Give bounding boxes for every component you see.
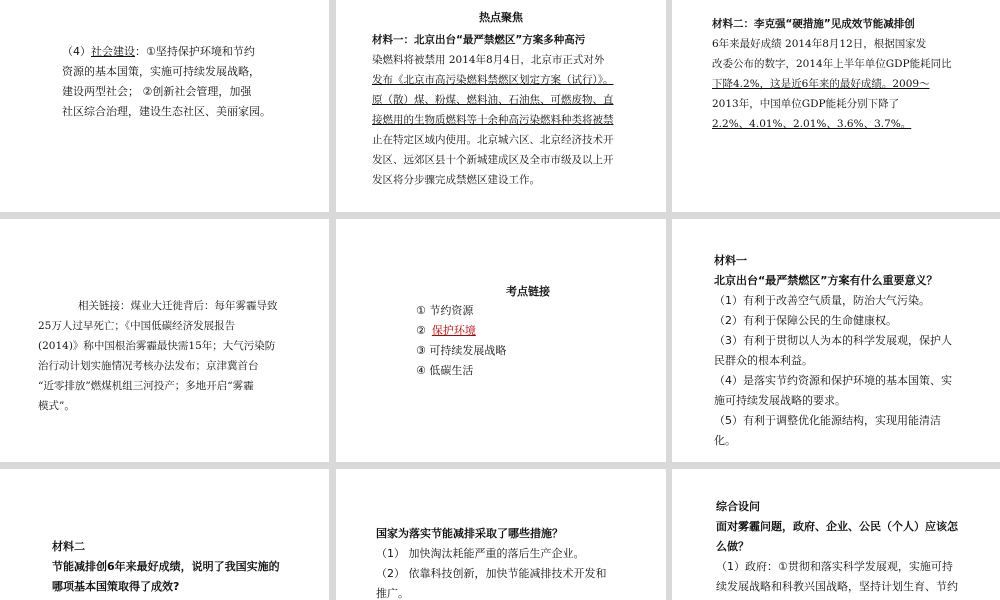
slide-5-list	[416, 301, 656, 381]
text-line: 节能减排创6年来最好成绩，说明了我国实施的	[52, 560, 280, 573]
text-line: （4）是落实节约资源和保护环境的基本国策、实	[714, 374, 952, 387]
slide-9-text	[716, 497, 998, 597]
question: 么做？	[716, 540, 749, 553]
text-line: 染燃料将被禁用 2014年8月4日，北京市正式对外	[372, 54, 605, 66]
text-line: （2） 依靠科技创新，加快节能减排技术开发和	[376, 567, 607, 580]
text-line: （1）有利于改善空气质量，防治大气污染。	[714, 294, 930, 307]
text-line: 接燃用的生物质燃料等十余种高污染燃料种类将被禁	[372, 114, 614, 126]
slide-1-text	[62, 42, 322, 122]
text-line: 模式”。	[38, 400, 75, 412]
text-line: 相关链接：煤业大迁徙背后：每年雾霾导致	[78, 300, 278, 312]
text-fragment: ：①坚持保护环境和节约	[135, 45, 255, 58]
text-line: 施可持续发展战略的要求。	[714, 394, 846, 407]
text-line: （3）有利于贯彻以人为本的科学发展观，保护人	[714, 334, 952, 347]
text-line: 发区将分步骤完成禁燃区建设工作。	[372, 174, 540, 186]
heading: 综合设问	[716, 500, 760, 513]
slide-9[interactable]	[672, 469, 1000, 600]
text-line: 续发展战略和科教兴国战略，坚持计划生育、节约	[716, 580, 958, 593]
text-line: 材料二：李克强“硬措施”见成效节能减排创	[712, 18, 915, 30]
text-line: 发区、远郊区县十个新城建成区及全市市级及以上开	[372, 154, 614, 166]
slide-4[interactable]	[0, 219, 329, 462]
slide-2-text	[372, 30, 662, 190]
text-line: (2014)》称中国根治雾霾最快需15年；大气污染防	[38, 340, 276, 352]
heading: 材料二	[52, 540, 85, 553]
text-line: 社区综合治理，建设生态社区、美丽家园。	[62, 105, 271, 118]
list-item: ④ 低碳生活	[416, 364, 474, 377]
slide-7-text	[52, 537, 322, 597]
slide-4-text	[38, 296, 323, 416]
question: 国家为落实节能减排采取了哪些措施？	[376, 527, 563, 540]
answer-blank: 保护环境	[431, 324, 476, 337]
text-line: （5）有利于调整优化能源结构，实现用能清洁	[714, 414, 941, 427]
text-line: 6年来最好成绩 2014年8月12日，根据国家发	[712, 38, 927, 50]
slide-3-text	[712, 14, 997, 134]
text-line: “近零排放”燃煤机组三河投产；多地开启“雾霾	[38, 380, 254, 392]
text-line: 资源的基本国策，实施可持续发展战略，	[62, 65, 260, 78]
text-line: （1） 加快淘汰耗能严重的落后生产企业。	[376, 547, 585, 560]
list-item: ③ 可持续发展战略	[416, 344, 507, 357]
text-line: 发布《北京市高污染燃料禁燃区划定方案（试行）》。	[372, 74, 614, 86]
text-line: （1）政府：①贯彻和落实科学发展观，实施可持	[716, 560, 953, 573]
slide-6-text	[714, 251, 996, 451]
slide-5[interactable]	[336, 219, 666, 462]
slide-7[interactable]	[0, 469, 329, 600]
text-line: 民群众的根本利益。	[714, 354, 813, 367]
text-line: 治行动计划实施情况考核办法发布；京津冀首台	[38, 360, 259, 372]
question: 北京出台“最严禁燃区”方案有什么重要意义？	[714, 274, 938, 287]
text-line: 材料一：北京出台“最严禁燃区”方案多种高污	[372, 34, 586, 46]
slide-3[interactable]	[672, 0, 1000, 212]
text-line: 2.2%、4.01%、2.01%、3.6%、3.7%。	[712, 118, 912, 130]
text-line: 改委公布的数字，2014年上半年单位GDP能耗同比	[712, 58, 952, 70]
list-marker: ②	[416, 324, 426, 337]
slide-8-text	[376, 524, 664, 600]
text-line: 下降4.2%，这是近6年来的最好成绩。2009～	[712, 78, 930, 90]
slide-2[interactable]	[336, 0, 666, 212]
text-line: 2013年，中国单位GDP能耗分别下降了	[712, 98, 900, 110]
text-line: （2）有利于保障公民的生命健康权。	[714, 314, 897, 327]
list-item	[416, 321, 656, 341]
text-line: 建设两型社会； ②创新社会管理，加强	[62, 85, 252, 98]
text-line: 25万人过早死亡；《中国低碳经济发展报告	[38, 320, 236, 332]
text-line: 止在特定区域内使用。北京城六区、北京经济技术开	[372, 134, 614, 146]
text-line: 化。	[714, 434, 736, 447]
text-line: 哪项基本国策取得了成效?	[52, 580, 180, 593]
text-line: （4）社会建设：①坚持保护环境和节约	[62, 45, 255, 58]
slide-2-title: 热点聚焦	[479, 11, 523, 24]
heading: 材料一	[714, 254, 747, 267]
text-line: 推广。	[376, 587, 409, 600]
slide-5-title: 考点链接	[506, 285, 550, 298]
list-item: ① 节约资源	[416, 304, 474, 317]
text-line: 原（散）煤、粉煤、燃料油、石油焦、可燃废物、直	[372, 94, 614, 106]
question: 面对雾霾问题，政府、企业、公民（个人）应该怎	[716, 520, 958, 533]
underlined-term: 社会建设	[91, 45, 135, 58]
slide-8[interactable]	[336, 469, 666, 600]
slide-6[interactable]	[672, 219, 1000, 462]
slide-1[interactable]	[0, 0, 329, 212]
